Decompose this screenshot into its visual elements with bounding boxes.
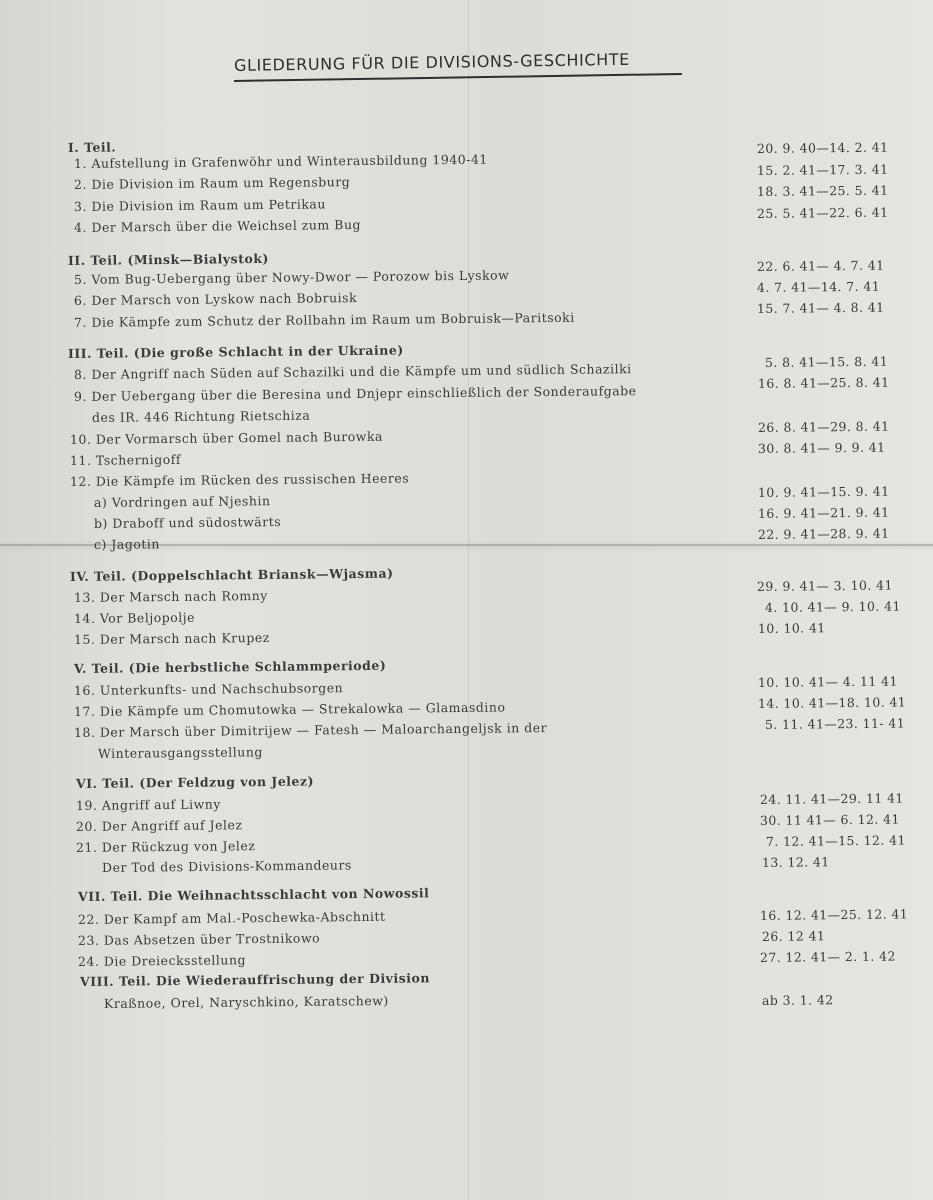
outline-item: 9. Der Uebergang über die Beresina und Dnjepr einschließlich der Sonderaufgabe [73, 383, 637, 404]
item-date: 29. 9. 41— 3. 10. 41 [756, 577, 893, 594]
outline-item: 18. Der Marsch über Dimitrijew — Fatesh — Maloarchangeljsk in der [73, 720, 548, 740]
item-date: 5. 8. 41—15. 8. 41 [764, 353, 889, 370]
item-date: 16. 9. 41—21. 9. 41 [757, 504, 890, 521]
outline-item: 11. Tschernigoff [69, 451, 182, 468]
vertical-fold-crease [468, 0, 469, 1200]
outline-item: 14. Vor Beljopolje [73, 609, 196, 626]
outline-item: 4. Der Marsch über die Weichsel zum Bug [73, 216, 362, 235]
outline-item: b) Draboff und südostwärts [93, 514, 282, 531]
title-underline [234, 73, 682, 82]
item-date: 15. 7. 41— 4. 8. 41 [756, 299, 885, 316]
item-date: 15. 2. 41—17. 3. 41 [756, 161, 889, 178]
item-date: 16. 8. 41—25. 8. 41 [757, 374, 890, 391]
part-heading-7: VII. Teil. Die Weihnachtsschlacht von Nowossil [77, 885, 430, 904]
item-date: 16. 12. 41—25. 12. 41 [759, 906, 909, 923]
item-date: 26. 8. 41—29. 8. 41 [757, 418, 890, 435]
item-date: 4. 7. 41—14. 7. 41 [756, 278, 881, 295]
item-date: ab 3. 1. 42 [761, 992, 834, 1008]
item-date: 18. 3. 41—25. 5. 41 [756, 182, 889, 199]
outline-item: des IR. 446 Richtung Rietschiza [91, 407, 311, 425]
part-heading-8: VIII. Teil. Die Wiederauffrischung der Division [79, 970, 430, 989]
outline-item: a) Vordringen auf Njeshin [93, 493, 271, 510]
outline-item: 12. Die Kämpfe im Rücken des russischen Heeres [69, 470, 410, 489]
outline-item: 1. Aufstellung in Grafenwöhr und Winterausbildung 1940-41 [73, 151, 488, 171]
outline-item: 2. Die Division im Raum um Regensburg [73, 174, 351, 192]
part-heading-1: I. Teil. [67, 139, 117, 155]
item-date: 30. 11 41— 6. 12. 41 [759, 811, 900, 828]
item-date: 26. 12 41 [761, 928, 826, 944]
part-heading-6: VI. Teil. (Der Feldzug von Jelez) [75, 773, 315, 791]
item-date: 10. 10. 41— 4. 11 41 [757, 673, 898, 690]
document-title: GLIEDERUNG FÜR DIE DIVISIONS-GESCHICHTE [233, 49, 631, 75]
outline-item: 19. Angriff auf Liwny [75, 796, 221, 813]
item-date: 22. 9. 41—28. 9. 41 [757, 525, 890, 542]
outline-item: Winterausgangsstellung [97, 744, 263, 761]
item-date: 27. 12. 41— 2. 1. 42 [759, 948, 896, 965]
part-heading-2: II. Teil. (Minsk—Bialystok) [67, 250, 269, 268]
outline-item: 20. Der Angriff auf Jelez [75, 817, 243, 834]
item-date: 13. 12. 41 [761, 854, 830, 870]
outline-item: 15. Der Marsch nach Krupez [73, 629, 270, 647]
item-date: 7. 12. 41—15. 12. 41 [765, 832, 906, 849]
outline-item: 6. Der Marsch von Lyskow nach Bobruisk [73, 290, 358, 308]
part-heading-4: IV. Teil. (Doppelschlacht Briansk—Wjasma) [69, 565, 394, 584]
outline-item: 13. Der Marsch nach Romny [73, 587, 268, 605]
outline-item: 22. Der Kampf am Mal.-Poschewka-Abschnitt [77, 908, 386, 927]
part-heading-3: III. Teil. (Die große Schlacht in der Ukraine) [67, 342, 404, 361]
item-date: 4. 10. 41— 9. 10. 41 [764, 598, 901, 615]
outline-item: 3. Die Division im Raum um Petrikau [73, 196, 326, 214]
item-date: 10. 9. 41—15. 9. 41 [757, 483, 890, 500]
item-date: 10. 10. 41 [757, 620, 826, 636]
item-date: 25. 5. 41—22. 6. 41 [756, 204, 889, 221]
outline-item: 5. Vom Bug-Uebergang über Nowy-Dwor — Porozow bis Lyskow [73, 267, 510, 287]
item-date: 14. 10. 41—18. 10. 41 [757, 694, 907, 711]
item-date: 24. 11. 41—29. 11 41 [759, 790, 904, 807]
outline-item: Der Tod des Divisions-Kommandeurs [101, 857, 352, 875]
item-date: 22. 6. 41— 4. 7. 41 [756, 257, 885, 274]
outline-item: 16. Unterkunfts- und Nachschubsorgen [73, 680, 344, 698]
outline-item: 23. Das Absetzen über Trostnikowo [77, 930, 321, 948]
outline-item: Kraßnoe, Orel, Naryschkino, Karatschew) [103, 993, 389, 1011]
outline-item: 21. Der Rückzug von Jelez [75, 838, 256, 855]
item-date: 20. 9. 40—14. 2. 41 [756, 139, 889, 156]
item-date: 5. 11. 41—23. 11- 41 [764, 715, 906, 732]
item-date: 30. 8. 41— 9. 9. 41 [757, 439, 886, 456]
outline-item: c) Jagotin [93, 536, 160, 552]
outline-item: 10. Der Vormarsch über Gomel nach Burowka [69, 428, 384, 447]
outline-item: 17. Die Kämpfe um Chomutowka — Strekalowka — Glamasdino [73, 699, 506, 719]
outline-item: 24. Die Dreiecksstellung [77, 952, 247, 969]
part-heading-5: V. Teil. (Die herbstliche Schlammperiode) [73, 657, 387, 676]
outline-item: 8. Der Angriff nach Süden auf Schazilki und die Kämpfe um und südlich Schazilki [73, 361, 632, 382]
outline-item: 7. Die Kämpfe zum Schutz der Rollbahn im Raum um Bobruisk—Paritsoki [73, 309, 575, 330]
